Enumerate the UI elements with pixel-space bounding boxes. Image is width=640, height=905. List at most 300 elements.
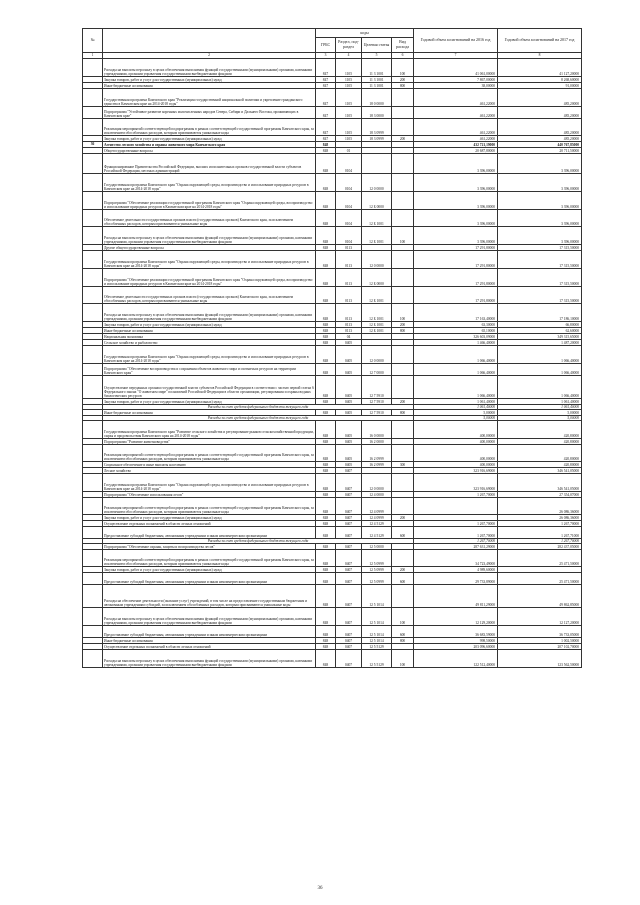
row-name: Подпрограмма "Устойчивое развитие коренных малочисленных народов Севера, Сибири и Дальнего Востока, проживающих в Камчатском крае": [103, 107, 316, 119]
row-value-2017: 66,80000: [498, 322, 582, 328]
row-value-2017: 1 267,70000: [498, 539, 582, 544]
row-razdel: 0405: [336, 410, 362, 416]
row-value-2017: 1 487,20000: [498, 340, 582, 346]
row-name: Реализация мероприятий соответствующей подпрограммы в рамках соответствующей государственной программы Камчатского края, за исключением обособленных расходов, которым присваиваются уникальные коды: [103, 445, 316, 462]
row-razdel: 0113: [336, 269, 362, 287]
row-value-2016: 17 291,80000: [414, 287, 498, 304]
row-value-2017: 420,80000: [498, 439, 582, 445]
table-row: [83, 650, 582, 668]
row-expense-type: 100: [392, 227, 414, 245]
row-target-article: 12 5 1014: [362, 608, 392, 626]
row-value-2017: 346 541,05000: [498, 474, 582, 492]
row-grbs: 848: [316, 421, 336, 439]
row-value-2016: 461,22000: [414, 136, 498, 142]
row-value-2016: 17 291,80000: [414, 251, 498, 269]
row-value-2016: 323 916,69000: [414, 474, 498, 492]
row-name: Расходы на выплаты персоналу в целях обеспечения выполнения функций государственными (муниципальными) органами, казенными учреждениями, органами управления государственными внебюджетными фондами: [103, 608, 316, 626]
row-expense-type: [392, 550, 414, 567]
table-row: [83, 445, 582, 462]
row-value-2016: 400,00000: [414, 462, 498, 468]
row-value-2016: 998,50000: [414, 638, 498, 644]
row-name: Осуществление переданных органам государственной власти субъектов Российской Федерации в соответствии с частью первой статьи 6 Федерального закона "О животном мире" полномочий Российской Федерации в области организации, регулирования и охраны водных биологических ресурсов: [103, 376, 316, 399]
row-target-article: 16 2 0999: [362, 462, 392, 468]
table-row: [83, 376, 582, 399]
row-target-article: 12 7 5910: [362, 410, 392, 416]
row-value-2017: 3 396,00000: [498, 192, 582, 210]
row-target-article: 12 5 1014: [362, 638, 392, 644]
row-target-article: 12 Б 1001: [362, 304, 392, 322]
row-note: Расходы за счет средств федерального бюджета текущего года: [103, 405, 414, 410]
row-value-2016: 36 683,59000: [414, 626, 498, 638]
row-value-2017: 36 733,05000: [498, 626, 582, 638]
row-expense-type: [392, 376, 414, 399]
row-value-2017: 1 061,40000: [498, 405, 582, 410]
row-number: [83, 650, 103, 668]
header-2016: Годовой объем ассигнований на 2016 год: [414, 29, 498, 53]
row-target-article: 12 7 0000: [362, 364, 392, 376]
row-number: [83, 59, 103, 77]
row-name: Реализация мероприятий соответствующей подпрограммы в рамках соответствующей государственной программы Камчатского края, за исключением обособленных расходов, которым присваиваются уникальные коды: [103, 119, 316, 136]
row-value-2017: 3 396,00000: [498, 174, 582, 192]
column-number: 3: [316, 53, 336, 59]
row-value-2017: 440 767,85000: [498, 142, 582, 148]
row-value-2016: 3 396,00000: [414, 210, 498, 227]
row-value-2016: 63,30000: [414, 322, 498, 328]
row-value-2016: 49 811,29000: [414, 585, 498, 608]
row-number: [83, 498, 103, 515]
row-value-2017: 282 437,05000: [498, 544, 582, 550]
row-value-2017: 17 315,50000: [498, 269, 582, 287]
row-razdel: 0407: [336, 644, 362, 650]
row-value-2016: 29 733,89000: [414, 573, 498, 585]
row-target-article: 12 5 0999: [362, 573, 392, 585]
row-target-article: 12 5 0000: [362, 544, 392, 550]
row-expense-type: [392, 119, 414, 136]
table-row: [83, 59, 582, 77]
row-expense-type: [392, 210, 414, 227]
row-razdel: 0407: [336, 474, 362, 492]
row-name: Агентство лесного хозяйства и охраны животного мира Камчатского края: [103, 142, 316, 148]
row-target-article: 12 7 5910: [362, 376, 392, 399]
row-name: Закупка товаров, работ и услуг для государственных (муниципальных) нужд: [103, 567, 316, 573]
table-row: [83, 626, 582, 638]
table-row: [83, 421, 582, 439]
row-razdel: 0113: [336, 322, 362, 328]
row-value-2017: 41 127,20000: [498, 59, 582, 77]
row-grbs: 848: [316, 527, 336, 539]
row-grbs: 848: [316, 148, 336, 154]
row-value-2017: 485,20000: [498, 107, 582, 119]
row-target-article: 12 Б 1001: [362, 287, 392, 304]
row-value-2016: 287 631,29000: [414, 544, 498, 550]
row-value-2016: 461,22000: [414, 89, 498, 107]
row-razdel: 0405: [336, 399, 362, 405]
row-value-2016: 3 396,00000: [414, 192, 498, 210]
row-expense-type: [392, 445, 414, 462]
row-razdel: 0113: [336, 328, 362, 334]
row-expense-type: 200: [392, 136, 414, 142]
row-name: Государственная программа Камчатского края "Охрана окружающей среды, воспроизводство и использование природных ресурсов в Камчатском крае на 2014-2018 годы": [103, 474, 316, 492]
table-row: [83, 227, 582, 245]
row-grbs: 848: [316, 154, 336, 174]
table-row: [83, 474, 582, 492]
row-razdel: 0104: [336, 192, 362, 210]
row-grbs: 848: [316, 210, 336, 227]
header-target-article: Целевая статья: [362, 38, 392, 53]
row-grbs: 848: [316, 322, 336, 328]
row-name: Закупка товаров, работ и услуг для государственных (муниципальных) нужд: [103, 322, 316, 328]
table-row: [83, 304, 582, 322]
row-value-2017: 1 066,40000: [498, 346, 582, 364]
table-row: [83, 269, 582, 287]
row-value-2017: 25 471,50000: [498, 550, 582, 567]
row-grbs: 847: [316, 59, 336, 77]
row-target-article: 12 5 1014: [362, 585, 392, 608]
row-value-2017: 485,20000: [498, 119, 582, 136]
row-expense-type: 200: [392, 515, 414, 521]
row-name: Расходы на обеспечение деятельности (оказание услуг) учреждений, в том числе на предоставление государственным бюджетным и автономным учреждениям субсидий, за исключением обособленных расходов, которым присваиваются уникальные коды: [103, 585, 316, 608]
row-razdel: 1105: [336, 89, 362, 107]
row-name: Подпрограмма "Обеспечение охраны, защиты и воспроизводства лесов": [103, 544, 316, 550]
row-expense-type: 200: [392, 322, 414, 328]
row-value-2016: 34 723,49000: [414, 550, 498, 567]
row-expense-type: [392, 89, 414, 107]
row-value-2016: 20 687,80000: [414, 148, 498, 154]
row-razdel: 1105: [336, 107, 362, 119]
row-target-article: 12 5 5129: [362, 644, 392, 650]
row-value-2016: 41 061,00000: [414, 59, 498, 77]
row-razdel: 0407: [336, 585, 362, 608]
row-razdel: 0407: [336, 608, 362, 626]
table-row: [83, 573, 582, 585]
table-row: [83, 154, 582, 174]
row-target-article: 12 5 0999: [362, 567, 392, 573]
row-expense-type: [392, 498, 414, 515]
row-value-2016: 461,22000: [414, 107, 498, 119]
row-value-2017: 346 541,05000: [498, 468, 582, 474]
row-number: [83, 174, 103, 192]
row-expense-type: [392, 364, 414, 376]
row-razdel: 0104: [336, 210, 362, 227]
row-razdel: 1105: [336, 77, 362, 83]
row-name: Другие общегосударственные вопросы: [103, 245, 316, 251]
row-grbs: 848: [316, 287, 336, 304]
row-razdel: 0407: [336, 498, 362, 515]
row-value-2017: 26 086,36000: [498, 515, 582, 521]
row-razdel: 0405: [336, 340, 362, 346]
row-value-2017: 49 862,85000: [498, 585, 582, 608]
row-razdel: 0405: [336, 346, 362, 364]
row-number: [83, 550, 103, 567]
row-value-2016: 1 066,40000: [414, 364, 498, 376]
row-expense-type: 200: [392, 77, 414, 83]
row-value-2017: 349 315,65000: [498, 334, 582, 340]
row-value-2016: 3 396,00000: [414, 227, 498, 245]
row-value-2016: 17 291,80000: [414, 269, 498, 287]
row-name: Закупка товаров, работ и услуг для государственных (муниципальных) нужд: [103, 136, 316, 142]
row-razdel: 0407: [336, 544, 362, 550]
row-grbs: 848: [316, 304, 336, 322]
table-row: [83, 498, 582, 515]
row-number: [83, 474, 103, 492]
row-value-2017: 17 186,10000: [498, 304, 582, 322]
row-grbs: 848: [316, 399, 336, 405]
row-target-article: 12 7 5910: [362, 399, 392, 405]
row-name: Функционирование Правительства Российской Федерации, высших исполнительных органов государственной власти субъектов Российской Федерации, местных администраций: [103, 154, 316, 174]
row-value-2017: 17 315,50000: [498, 251, 582, 269]
row-target-article: [362, 154, 392, 174]
row-expense-type: [392, 174, 414, 192]
row-value-2016: 400,00000: [414, 421, 498, 439]
row-razdel: 0407: [336, 650, 362, 668]
row-value-2016: 3 396,00000: [414, 154, 498, 174]
row-expense-type: 100: [392, 304, 414, 322]
row-number: [83, 573, 103, 585]
row-grbs: 848: [316, 650, 336, 668]
row-target-article: 12 4 0999: [362, 498, 392, 515]
row-target-article: 11 3 1001: [362, 83, 392, 89]
row-expense-type: 200: [392, 399, 414, 405]
row-grbs: 848: [316, 376, 336, 399]
row-value-2017: 3 396,00000: [498, 154, 582, 174]
row-value-2016: 38,00000: [414, 83, 498, 89]
row-grbs: 848: [316, 638, 336, 644]
row-target-article: 18 3 0999: [362, 119, 392, 136]
row-razdel: 1105: [336, 119, 362, 136]
row-name: Государственная программа Камчатского края "Охрана окружающей среды, воспроизводство и использование природных ресурсов в Камчатском крае на 2014-2018 годы": [103, 346, 316, 364]
row-target-article: 12 Б 1001: [362, 227, 392, 245]
row-number: [83, 376, 103, 399]
table-header: [83, 29, 582, 59]
row-grbs: 848: [316, 142, 336, 148]
budget-table-sheet: [82, 28, 581, 668]
header-expense-type: Вид расхода: [392, 38, 414, 53]
page-number: 36: [317, 886, 323, 891]
row-grbs: 848: [316, 269, 336, 287]
row-grbs: 848: [316, 626, 336, 638]
row-name: Подпрограмма "Развитие животноводства": [103, 439, 316, 445]
row-value-2016: 1 066,40000: [414, 346, 498, 364]
row-grbs: 848: [316, 364, 336, 376]
column-number: 7: [414, 53, 498, 59]
row-razdel: 0405: [336, 445, 362, 462]
row-name: Осуществление отдельных полномочий в области лесных отношений: [103, 521, 316, 527]
row-target-article: 12 0 0000: [362, 474, 392, 492]
row-value-2016: 5,00000: [414, 416, 498, 421]
header-codes: коды: [316, 29, 414, 38]
row-number: [83, 304, 103, 322]
row-value-2016: 122 512,40000: [414, 650, 498, 668]
row-name: Государственная программа Камчатского края "Охрана окружающей среды, воспроизводство и использование природных ресурсов в Камчатском крае на 2014-2018 годы": [103, 174, 316, 192]
row-number: [83, 269, 103, 287]
row-razdel: 0104: [336, 227, 362, 245]
row-value-2017: 3 396,00000: [498, 227, 582, 245]
header-name: [103, 29, 316, 53]
row-expense-type: 300: [392, 462, 414, 468]
row-value-2017: 5,00000: [498, 410, 582, 416]
row-number: [83, 527, 103, 539]
row-expense-type: 200: [392, 567, 414, 573]
row-name: Расходы на выплаты персоналу в целях обеспечения выполнения функций государственными (муниципальными) органами, казенными учреждениями, органами управления государственными внебюджетными фондами: [103, 227, 316, 245]
row-expense-type: 600: [392, 626, 414, 638]
row-grbs: 847: [316, 119, 336, 136]
row-name: Государственная программа Камчатского края "Развитие сельского хозяйства и регулирование рынков сельскохозяйственной продукции, сырья и продовольствия Камчатского края на 2014-2018 годы": [103, 421, 316, 439]
row-value-2017: 485,20000: [498, 89, 582, 107]
row-grbs: 848: [316, 346, 336, 364]
row-number: [83, 445, 103, 462]
row-name: Закупка товаров, работ и услуг для государственных (муниципальных) нужд: [103, 515, 316, 521]
row-razdel: 0405: [336, 462, 362, 468]
row-target-article: 11 3 1001: [362, 59, 392, 77]
row-grbs: 848: [316, 462, 336, 468]
row-value-2017: 27 354,07000: [498, 492, 582, 498]
row-value-2017: 8 268,60000: [498, 77, 582, 83]
row-name: Национальная экономика: [103, 334, 316, 340]
row-value-2016: 5,00000: [414, 410, 498, 416]
row-target-article: 12 Б 1001: [362, 322, 392, 328]
table-row: [83, 287, 582, 304]
row-value-2016: 3 396,00000: [414, 174, 498, 192]
row-grbs: 848: [316, 544, 336, 550]
row-razdel: 0405: [336, 364, 362, 376]
budget-table: [82, 28, 582, 668]
row-value-2017: 420,80000: [498, 445, 582, 462]
row-value-2016: 1 267,70000: [414, 527, 498, 539]
row-expense-type: 600: [392, 527, 414, 539]
row-number: [83, 154, 103, 174]
row-value-2016: 1 267,70000: [414, 521, 498, 527]
row-target-article: 12 Б 0000: [362, 192, 392, 210]
row-grbs: 847: [316, 136, 336, 142]
row-value-2017: 25 471,50000: [498, 573, 582, 585]
row-value-2017: 207 102,70000: [498, 644, 582, 650]
row-grbs: 848: [316, 515, 336, 521]
row-name: Обеспечение деятельности государственных органов власти (государственных органов) Камчатского края, за исключением обособленных расходов, которым присваиваются уникальные коды: [103, 210, 316, 227]
row-razdel: 0405: [336, 376, 362, 399]
row-number: [83, 192, 103, 210]
row-target-article: 12 4 5129: [362, 527, 392, 539]
column-number: 4: [336, 53, 362, 59]
row-name: Иные бюджетные ассигнования: [103, 410, 316, 416]
row-grbs: 848: [316, 585, 336, 608]
row-grbs: 848: [316, 445, 336, 462]
row-target-article: 18 0 0000: [362, 89, 392, 107]
row-value-2017: 420,80000: [498, 421, 582, 439]
row-target-article: 18 3 0000: [362, 107, 392, 119]
table-row: [83, 119, 582, 136]
row-razdel: 1105: [336, 136, 362, 142]
row-razdel: 0405: [336, 439, 362, 445]
row-expense-type: [392, 474, 414, 492]
row-name: Осуществление отдельных полномочий в области лесных отношений: [103, 644, 316, 650]
row-expense-type: 800: [392, 638, 414, 644]
row-razdel: 0407: [336, 468, 362, 474]
row-number: 36: [83, 142, 103, 148]
row-razdel: 0407: [336, 492, 362, 498]
row-value-2016: 400,00000: [414, 445, 498, 462]
row-name: Предоставление субсидий бюджетным, автономным учреждениям и иным некоммерческим организациям: [103, 527, 316, 539]
row-razdel: 1105: [336, 59, 362, 77]
row-number: [83, 107, 103, 119]
header-grbs: ГРБС: [316, 38, 336, 53]
row-razdel: 0113: [336, 245, 362, 251]
row-number: [83, 227, 103, 245]
column-number: 2: [103, 53, 316, 59]
row-target-article: 12 5 0999: [362, 550, 392, 567]
row-name: Подпрограмма "Обеспечение реализации государственной программы Камчатского края "Охрана окружающей среды, воспроизводство и использование природных ресурсов в Камчатском крае на 2014-2018 годы": [103, 269, 316, 287]
row-expense-type: 800: [392, 410, 414, 416]
row-razdel: 0113: [336, 304, 362, 322]
row-name: Расходы на выплаты персоналу в целях обеспечения выполнения функций государственными (муниципальными) органами, казенными учреждениями, органами управления государственными внебюджетными фондами: [103, 59, 316, 77]
row-value-2016: 1 466,40000: [414, 340, 498, 346]
row-target-article: 16 2 0000: [362, 439, 392, 445]
row-target-article: 12 Б 1001: [362, 210, 392, 227]
row-value-2017: 17 315,50000: [498, 245, 582, 251]
row-target-article: 11 3 1001: [362, 77, 392, 83]
row-value-2017: 12 127,20000: [498, 608, 582, 626]
row-razdel: 0407: [336, 573, 362, 585]
row-name: Закупка товаров, работ и услуг для государственных (муниципальных) нужд: [103, 77, 316, 83]
row-target-article: 16 0 0000: [362, 421, 392, 439]
row-grbs: 848: [316, 192, 336, 210]
row-razdel: 0407: [336, 550, 362, 567]
row-razdel: 0407: [336, 626, 362, 638]
row-number: [83, 421, 103, 439]
row-number: [83, 89, 103, 107]
row-value-2016: 4 989,60000: [414, 567, 498, 573]
table-row: [83, 527, 582, 539]
row-target-article: 12 5 5129: [362, 650, 392, 668]
row-value-2016: 17 163,40000: [414, 304, 498, 322]
row-value-2017: 26 086,36000: [498, 498, 582, 515]
row-value-2016: 1 267,70000: [414, 492, 498, 498]
row-grbs: 848: [316, 644, 336, 650]
row-value-2016: 400,00000: [414, 439, 498, 445]
row-number: [83, 119, 103, 136]
row-grbs: 848: [316, 492, 336, 498]
row-name: Социальное обеспечение и иные выплаты населению: [103, 462, 316, 468]
row-grbs: 848: [316, 608, 336, 626]
row-name: Подпрограмма "Обеспечение использования лесов": [103, 492, 316, 498]
row-razdel: 01: [336, 148, 362, 154]
row-target-article: 12 4 0999: [362, 515, 392, 521]
row-grbs: 848: [316, 439, 336, 445]
row-number: [83, 210, 103, 227]
table-row: [83, 346, 582, 364]
row-razdel: 1105: [336, 83, 362, 89]
row-value-2016: 1 061,40000: [414, 399, 498, 405]
row-name: Общегосударственные вопросы: [103, 148, 316, 154]
row-expense-type: [392, 269, 414, 287]
table-row: [83, 251, 582, 269]
row-value-2016: 12 129,20000: [414, 608, 498, 626]
row-expense-type: [392, 346, 414, 364]
row-razdel: 0113: [336, 251, 362, 269]
row-value-2016: [414, 498, 498, 515]
row-value-2017: 1 267,71000: [498, 527, 582, 539]
column-number: 8: [498, 53, 582, 59]
row-name: Сельское хозяйство и рыболовство: [103, 340, 316, 346]
row-name: Иные бюджетные ассигнования: [103, 638, 316, 644]
row-expense-type: [392, 251, 414, 269]
row-expense-type: [392, 192, 414, 210]
row-name: Предоставление субсидий бюджетным, автономным учреждениям и иным некоммерческим организациям: [103, 626, 316, 638]
row-name: Предоставление субсидий бюджетным, автономным учреждениям и иным некоммерческим организациям: [103, 573, 316, 585]
row-value-2017: 1 066,40000: [498, 376, 582, 399]
row-value-2017: 62,60000: [498, 328, 582, 334]
header-2017: Годовой объем ассигнований на 2017 год: [498, 29, 582, 53]
row-razdel: 0104: [336, 174, 362, 192]
